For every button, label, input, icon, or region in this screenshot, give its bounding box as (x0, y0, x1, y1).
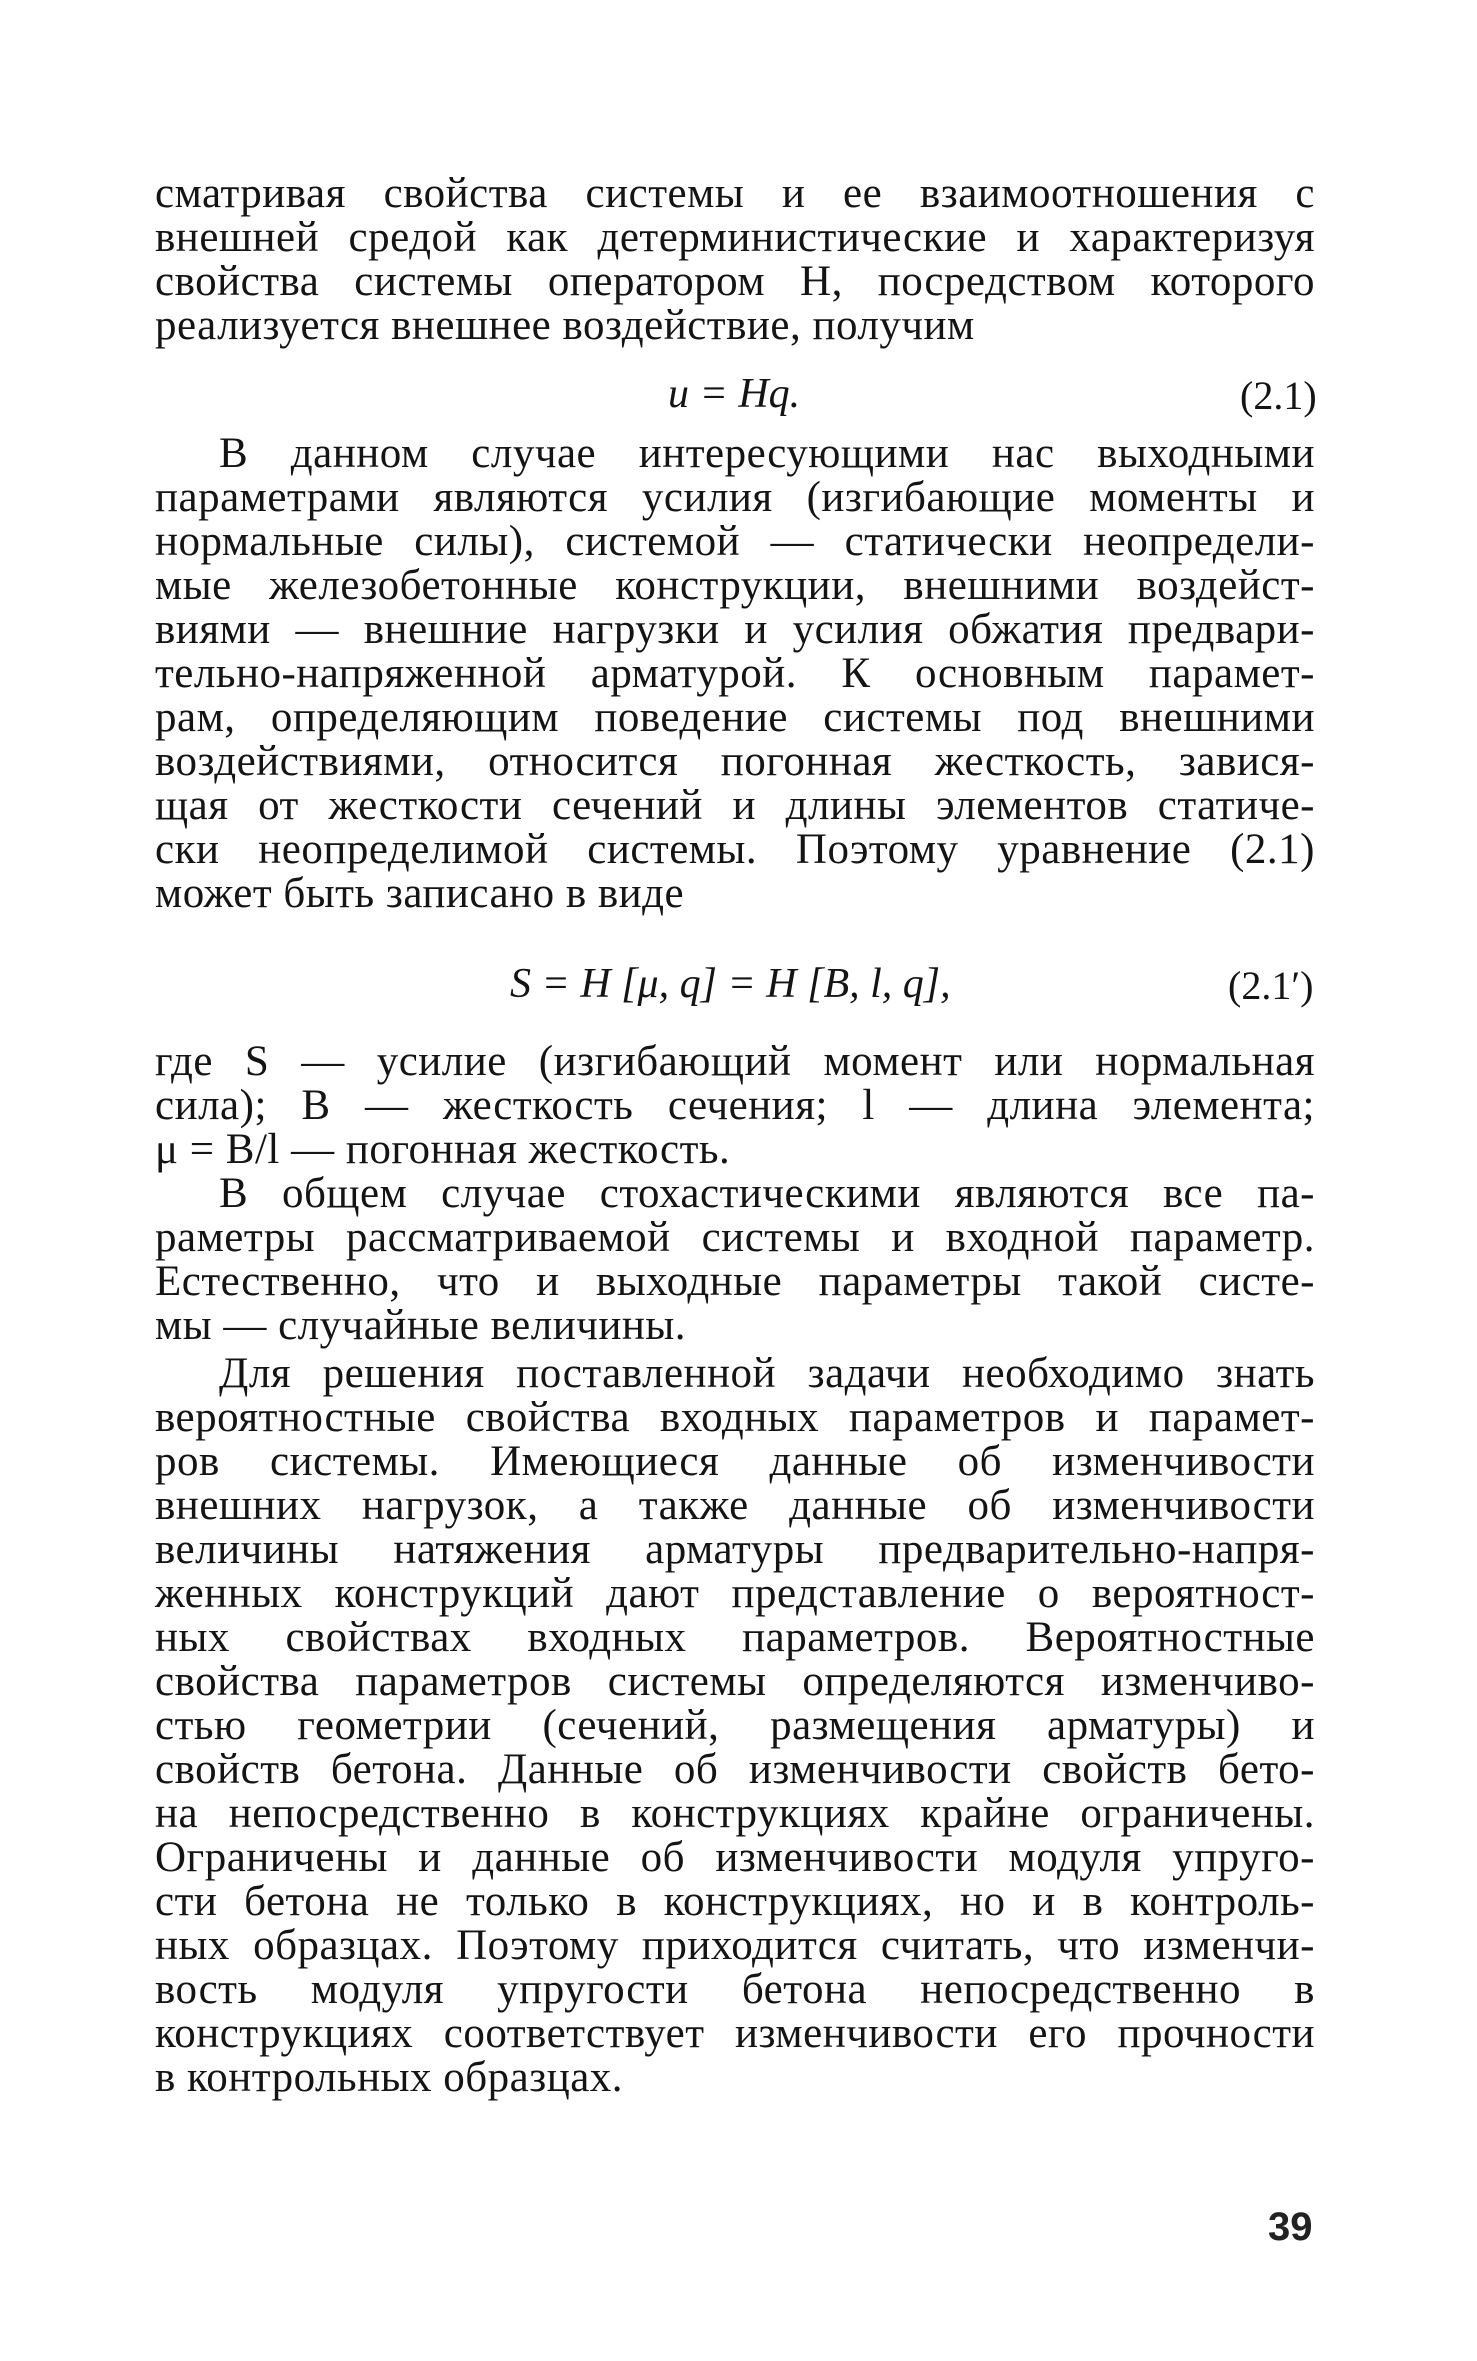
text-line: сти бетона не только в конструкциях, но и в контроль- (155, 1878, 1315, 1925)
text-line: свойств бетона. Данные об изменчивости свойств бето- (155, 1746, 1315, 1793)
text-line: параметрами являются усилия (изгибающие моменты и (155, 474, 1315, 521)
paragraph-definitions (155, 1040, 1315, 1172)
text-line: виями — внешние нагрузки и усилия обжатия предвари- (155, 606, 1315, 653)
text-line: где S — усилие (изгибающий момент или нормальная (155, 1038, 1315, 1085)
formula-2-1-prime: S = H [μ, q] = H [B, l, q], (510, 961, 951, 1007)
text-line: ски неопределимой системы. Поэтому уравнение (2.1) (155, 826, 1315, 873)
text-line: вероятностные свойства входных параметров и парамет- (155, 1394, 1315, 1441)
text-line: ных образцах. Поэтому приходится считать, что изменчи- (155, 1922, 1315, 1969)
text-line: В данном случае интересующими нас выходными (219, 430, 1315, 477)
paragraph-outputs (155, 432, 1315, 916)
text-line: Естественно, что и выходные параметры такой систе- (155, 1258, 1315, 1305)
text-line: стью геометрии (сечений, размещения арматуры) и (155, 1702, 1315, 1749)
text-line: рам, определяющим поведение системы под внешними (155, 694, 1315, 741)
page-number: 39 (1268, 2205, 1313, 2249)
text-line: свойства системы оператором H, посредством которого (155, 258, 1315, 305)
text-line: конструкциях соответствует изменчивости его прочности (155, 2010, 1315, 2057)
text-line: щая от жесткости сечений и длины элементов статиче- (155, 782, 1315, 829)
formula-2-1-number: (2.1) (1240, 373, 1317, 418)
text-line: сила); B — жесткость сечения; l — длина элемента; (155, 1082, 1315, 1129)
paragraph-probabilistic (155, 1352, 1315, 2100)
text-line: реализуется внешнее воздействие, получим (155, 302, 975, 349)
text-line: на непосредственно в конструкциях крайне ограничены. (155, 1790, 1315, 1837)
text-line: мы — случайные величины. (155, 1302, 687, 1349)
text-line: свойства параметров системы определяются изменчиво- (155, 1658, 1315, 1705)
text-line: ных свойствах входных параметров. Вероятностные (155, 1614, 1315, 1661)
text-line: вость модуля упругости бетона непосредственно в (155, 1966, 1315, 2013)
text-line: может быть записано в виде (155, 870, 685, 917)
text-line: внешних нагрузок, а также данные об изменчивости (155, 1482, 1315, 1529)
text-line: μ = B/l — погонная жесткость. (155, 1126, 731, 1173)
text-line: В общем случае стохастическими являются все па- (219, 1170, 1315, 1217)
text-line: ров системы. Имеющиеся данные об изменчивости (155, 1438, 1315, 1485)
formula-2-1-prime-number: (2.1′) (1228, 963, 1314, 1008)
text-line: раметры рассматриваемой системы и входной параметр. (155, 1214, 1315, 1261)
text-line: тельно-напряженной арматурой. К основным парамет- (155, 650, 1315, 697)
text-line: воздействиями, относится погонная жесткость, завися- (155, 738, 1315, 785)
text-line: в контрольных образцах. (155, 2054, 624, 2101)
text-line: Для решения поставленной задачи необходимо знать (219, 1350, 1315, 1397)
paragraph-stochastic (155, 1172, 1315, 1348)
text-line: сматривая свойства системы и ее взаимоотношения с (155, 170, 1315, 217)
formula-2-1: u = Hq. (668, 371, 801, 417)
text-line: величины натяжения арматуры предварительно-напря- (155, 1526, 1315, 1573)
text-line: женных конструкций дают представление о вероятност- (155, 1570, 1315, 1617)
text-line: нормальные силы), системой — статически неопредели- (155, 518, 1315, 565)
text-line: мые железобетонные конструкции, внешними воздейст- (155, 562, 1315, 609)
text-line: внешней средой как детерминистические и характеризуя (155, 214, 1315, 261)
text-line: Ограничены и данные об изменчивости модуля упруго- (155, 1834, 1315, 1881)
intro-paragraph (155, 172, 1315, 348)
